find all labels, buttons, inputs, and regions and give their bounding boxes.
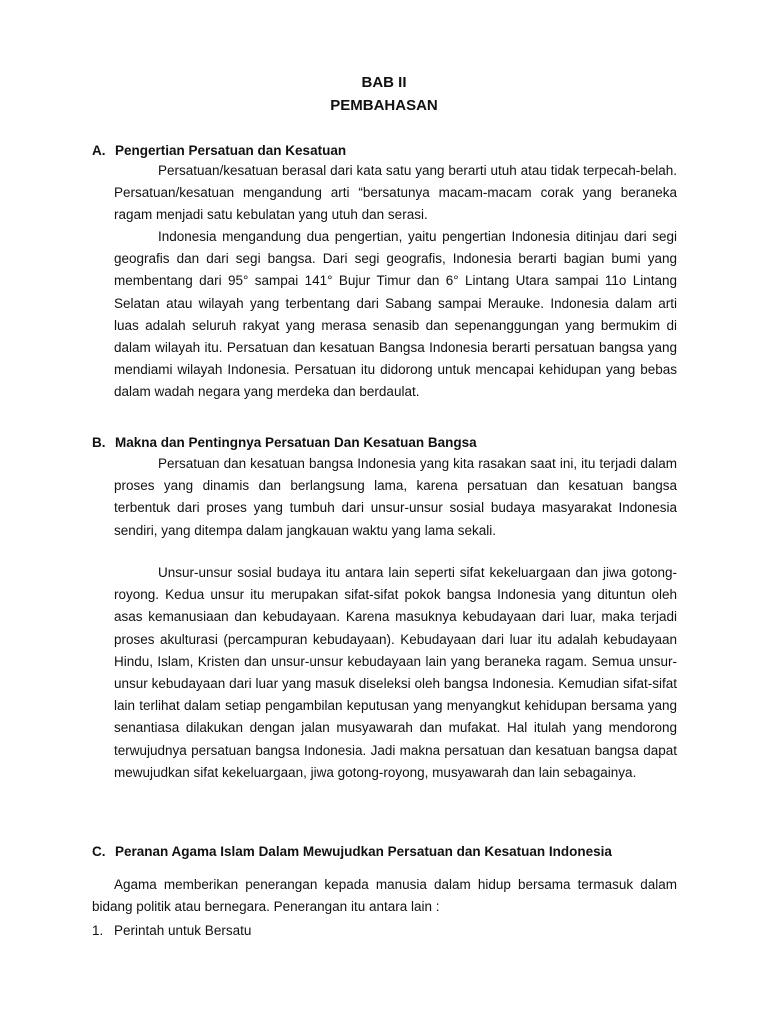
section-a-paragraph-2: Indonesia mengandung dua pengertian, yaitu pengertian Indonesia ditinjau dari segi geografis dan dari segi bangsa. Dari segi geografis, Indonesia berarti bagian bumi yang membentang dari 95° sampai 141° Bujur Timur dan 6° Lintang Utara sampai 11o Lintang Selatan atau wilayah yang terbentang dari Sabang sampai Merauke. Indonesia dalam arti luas adalah seluruh rakyat yang merasa senasib dan sepenanggungan yang bermukim di dalam wilayah itu. Persatuan dan kesatuan Bangsa Indonesia berarti persatuan bangsa yang mendiami wilayah Indonesia. Persatuan itu didorong untuk mencapai kehidupan yang bebas dalam wadah negara yang merdeka dan berdaulat. — [114, 229, 677, 400]
section-a-title: Pengertian Persatuan dan Kesatuan — [115, 143, 347, 158]
list-item-number: 1. — [92, 923, 104, 938]
section-c-title: Peranan Agama Islam Dalam Mewujudkan Persatuan dan Kesatuan Indonesia — [115, 844, 612, 859]
section-a-heading — [92, 143, 346, 158]
section-c-label: C. — [92, 844, 106, 859]
section-b-paragraph-1: Persatuan dan kesatuan bangsa Indonesia yang kita rasakan saat ini, itu terjadi dalam proses yang dinamis dan berlangsung lama, karena persatuan dan kesatuan bangsa terbentuk dari proses yang tumbuh dari unsur-unsur sosial budaya masyarakat Indonesia sendiri, yang ditempa dalam jangkauan waktu yang lama sekali. — [114, 456, 677, 538]
section-c-paragraph-1: Agama memberikan penerangan kepada manusia dalam hidup bersama termasuk dalam bidang politik atau bernegara. Penerangan itu antara lain : — [92, 877, 677, 915]
chapter-number: BAB II — [361, 74, 407, 91]
section-c-heading — [92, 844, 612, 859]
section-b-title: Makna dan Pentingnya Persatuan Dan Kesatuan Bangsa — [115, 435, 477, 450]
list-item-text: Perintah untuk Bersatu — [114, 923, 252, 938]
list-item — [92, 923, 251, 938]
section-a-paragraph-1: Persatuan/kesatuan berasal dari kata satu yang berarti utuh atau tidak terpecah-belah. Persatuan/kesatuan mengandung arti “bersatunya macam-macam corak yang beraneka ragam menjadi satu kebulatan yang utuh dan serasi. — [114, 163, 677, 223]
section-b-heading — [92, 435, 477, 450]
section-b-paragraph-2: Unsur-unsur sosial budaya itu antara lain seperti sifat kekeluargaan dan jiwa gotong-royong. Kedua unsur itu merupakan sifat-sifat pokok bangsa Indonesia yang dituntun oleh asas kemanusiaan dan kebudayaan. Karena masuknya kebudayaan dari luar, maka terjadi proses akulturasi (percampuran kebudayaan). Kebudayaan dari luar itu adalah kebudayaan Hindu, Islam, Kristen dan unsur-unsur kebudayaan lain yang beraneka ragam. Semua unsur-unsur kebudayaan dari luar yang masuk diseleksi oleh bangsa Indonesia. Kemudian sifat-sifat lain terlihat dalam setiap pengambilan keputusan yang menyangkut kehidupan bersama yang senantiasa dilakukan dengan jalan musyawarah dan mufakat. Hal itulah yang mendorong terwujudnya persatuan bangsa Indonesia. Jadi makna persatuan dan kesatuan bangsa dapat mewujudkan sifat kekeluargaan, jiwa gotong-royong, musyawarah dan lain sebagainya. — [114, 565, 677, 780]
section-a-label: A. — [92, 143, 106, 158]
chapter-title: PEMBAHASAN — [330, 97, 438, 114]
section-b-label: B. — [92, 435, 106, 450]
